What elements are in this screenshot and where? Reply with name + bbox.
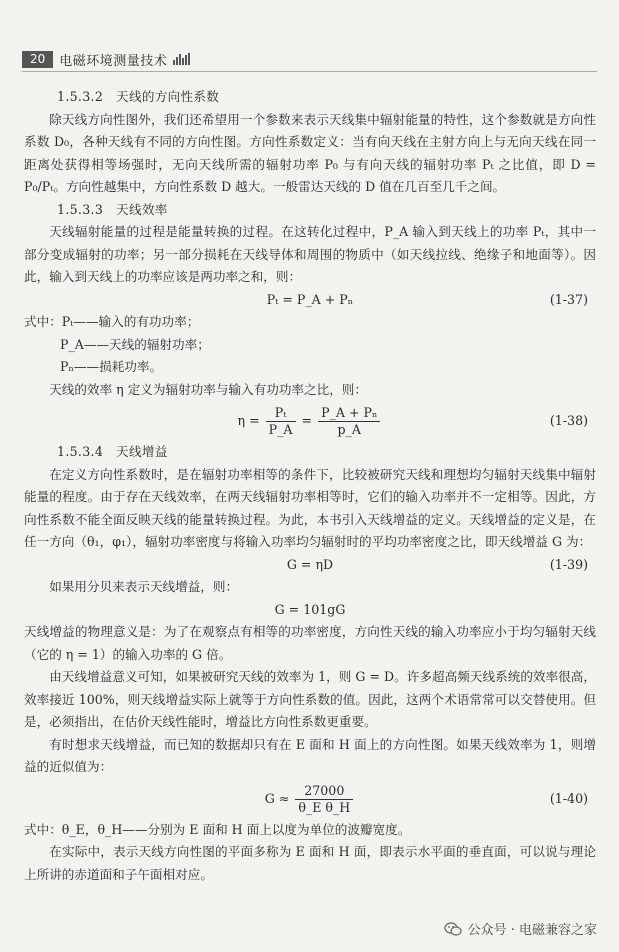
book-title: 电磁环境测量技术 [59,53,168,69]
fraction-denominator: P_A [268,422,293,437]
fraction [318,405,380,438]
where-line: 式中：θ_E，θ_H——分别为 E 面和 H 面上以度为单位的波瓣宽度。 [24,821,411,837]
equation-body: Pₜ = P_A + Pₙ [266,291,354,307]
equation-number: (1-37) [549,291,588,307]
section-heading: 1.5.3.2 天线的方向性系数 [57,89,220,104]
fraction [295,783,353,816]
page-header [22,50,190,68]
paragraph: 在实际中，表示天线方向性图的平面多称为 E 面和 H 面，即表示水平面的垂直面，可以说与理论上所讲的赤道面和子午面相对应。 [24,844,596,882]
where-line: 式中：Pₜ——输入的有功功率； [24,314,200,329]
fraction-denominator: p_A [337,422,362,437]
equation-body: G = 101gG [274,601,346,617]
equation-1-40 [24,779,596,819]
paragraph: 天线增益的物理意义是：为了在观察点有相等的功率密度，方向性天线的输入功率应小于均匀辐射天线（它的 η = 1）的输入功率的 G 倍。 [24,624,596,662]
equation-db [24,599,596,622]
where-line: Pₙ——损耗功率。 [60,359,163,374]
equation-lhs: η = [237,413,260,428]
paragraph: 如果用分贝来表示天线增益，则： [49,579,239,594]
paragraph: 在定义方向性系数时，是在辐射功率相等的条件下，比较被研究天线和理想均匀辐射天线集中辐射能量的程度。由于存在天线效率，在两天线辐射功率相等时，它们的输入功率并不一定相等。因此，方向性系数不能全面反映天线的能量转换过程。为此，本书引入天线增益的定义。天线增益的定义是，在任一方向（θ₁，φ₁），辐射功率密度与将输入功率均匀辐射时的平均功率密度之比，即天线增益 G 为： [24,466,596,549]
section-heading: 1.5.3.3 天线效率 [57,201,168,217]
paragraph: 除天线方向性图外，我们还希望用一个参数来表示天线集中辐射能量的特性，这个参数就是方向性系数 D₀，各种天线有不同的方向性图。方向性系数定义：当有向天线在主射方向上与无向天线在同一距离处获得相等场强时，无向天线所需的辐射功率 P₀ 与有向天线的辐射功率 Pₜ 之比值，即 D = P₀/Pₜ。方向性越集中，方向性系数 D 越大。一般雷达天线的 D 值在几百至几千之间。 [24,111,596,194]
where-line: P_A——天线的辐射功率； [60,336,210,352]
page-number: 20 [22,51,53,68]
watermark-text: 公众号 · 电磁兼容之家 [467,923,597,938]
fraction-numerator: Pₜ [266,405,296,422]
fraction-numerator: 27000 [295,783,353,800]
equals-sign: = [301,413,313,428]
paragraph: 天线辐射能量的过程是能量转换的过程。在这转化过程中，P_A 输入到天线上的功率 Pₜ，其中一部分变成辐射的功率；另一部分损耗在天线导体和周围的物质中（如天线拉线、绝缘子和地面等）。因此，输入到天线上的功率应该是两功率之和，则： [24,224,596,284]
fraction [266,405,296,438]
equation-1-38 [24,401,596,441]
wechat-icon [444,922,462,936]
equation-body: G = ηD [286,556,334,572]
header-divider [22,71,597,72]
equation-number: (1-40) [549,790,588,806]
equation-lhs: G ≈ [264,790,290,806]
paragraph: 有时想求天线增益，而已知的数据却只有在 E 面和 H 面上的方向性图。如果天线效率为 1，则增益的近似值为： [24,736,596,774]
equation-1-37 [24,289,596,312]
page-body [24,86,596,886]
fraction-denominator: θ_E θ_H [298,799,351,815]
bars-icon [173,53,190,65]
equation-number: (1-39) [549,556,588,572]
fraction-numerator: P_A + Pₙ [318,405,380,422]
equation-number: (1-38) [549,413,588,428]
equation-1-39 [24,554,596,577]
watermark [444,919,597,938]
paragraph: 由天线增益意义可知，如果被研究天线的效率为 1，则 G = D。许多超高频天线系统的效率很高，效率接近 100%，则天线增益实际上就等于方向性系数的值。因此，这两个术语常常可以交替使用。但是，必须指出，在估价天线性能时，增益比方向性系数更重要。 [24,669,596,729]
section-heading: 1.5.3.4 天线增益 [57,444,168,459]
paragraph: 天线的效率 η 定义为辐射功率与输入有功功率之比，则： [49,381,367,397]
